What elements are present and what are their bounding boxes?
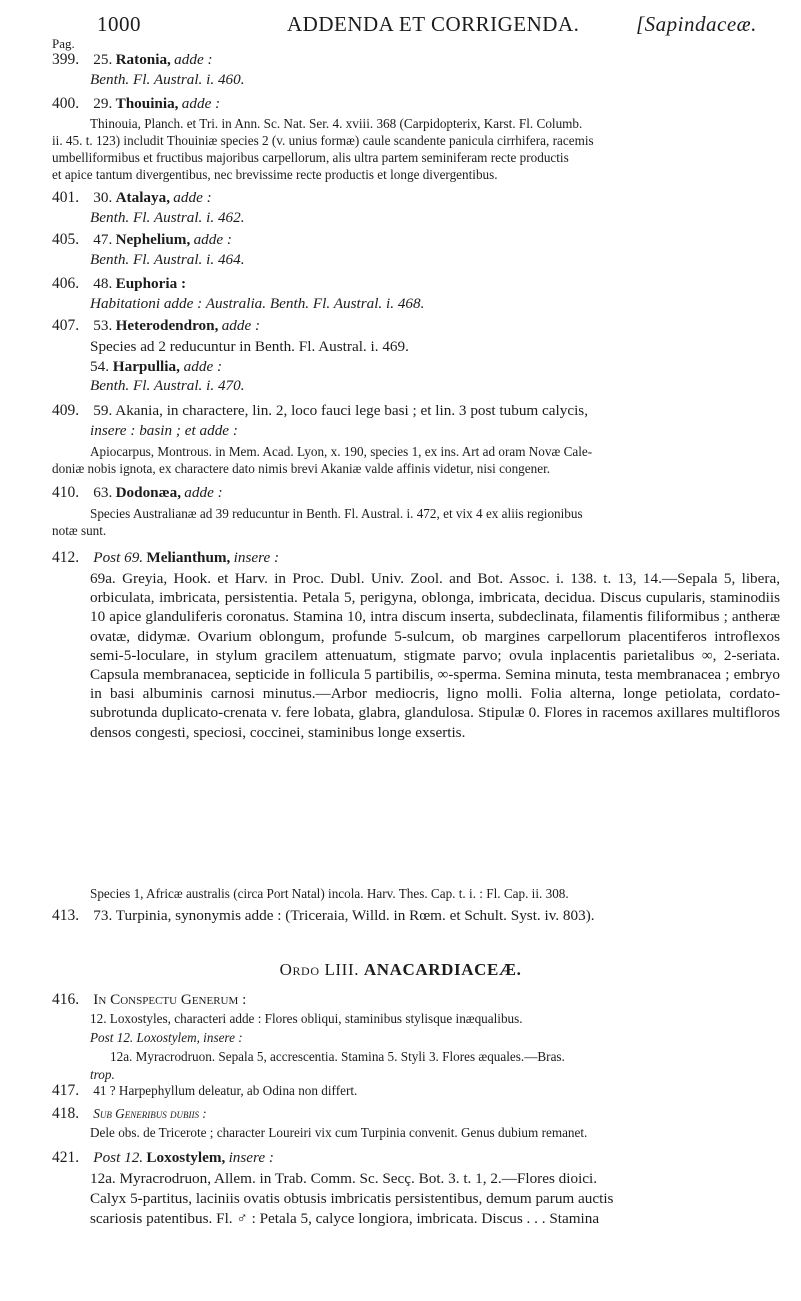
instruction: adde : [193,231,232,248]
entry-number: 407. [52,317,80,334]
instruction: adde : [221,317,261,334]
text-line: notæ sunt. [52,523,107,538]
entry-416 [52,992,246,1008]
text-line: 12a. Myracrodruon, Allem. in Trab. Comm. Sc. Secç. Bot. 3. t. 1, 2.—Flores dioici. [90,1170,598,1187]
entry-421 [52,1150,274,1166]
ordo-label: Ordo LIII. [279,960,360,979]
text-line: Calyx 5-partitus, laciniis ovatis obtusis imbricatis persistentibus, demum parum auctis [90,1190,614,1207]
text-line: Species Australianæ ad 39 reducuntur in Benth. Fl. Austral. i. 472, et vix 4 ex aliis regionibus [90,506,583,521]
entry-number: 416. [52,991,80,1008]
entry-number: 418. [52,1105,80,1122]
ordo-name: ANACARDIACEÆ. [363,960,522,979]
text-line: ii. 45. t. 123) includit Thouiniæ species 2 (v. unius formæ) caule scandente panicula cirrhifera, racemis [52,133,594,148]
genus-name: Atalaya, [115,189,170,206]
section-head: In Conspectu Generum : [93,991,247,1008]
entry-409 [52,403,588,419]
running-header [0,6,801,42]
entry-number: 409. [52,402,80,419]
entry-number: 413. [52,907,80,924]
header-title: ADDENDA ET CORRIGENDA. [287,12,580,36]
page-number: 1000 [97,12,141,36]
text-line: trop. [90,1067,115,1082]
genus-name: Thouinia, [115,95,179,112]
entry-401 [52,190,212,206]
entry-number: 412. [52,549,80,566]
genus-number: 47. [93,231,113,248]
text-line: 41 ? Harpephyllum deleatur, ab Odina non differt. [93,1083,358,1098]
genus-name: Heterodendron, [115,317,219,334]
text-line: insere : basin ; et adde : [90,422,238,439]
reference: Habitationi adde : Australia. Benth. Fl. Austral. i. 468. [90,295,425,312]
genus-number: 48. [93,275,113,292]
reference: Species ad 2 reducuntur in Benth. Fl. Austral. i. 469. [90,338,409,355]
header-family: [Sapindaceæ. [636,12,757,36]
reference: Benth. Fl. Austral. i. 464. [90,251,245,268]
entry-number: 399. [52,51,80,68]
genus-name: Nephelium, [115,231,191,248]
text-line: 73. Turpinia, synonymis adde : (Triceraia, Willd. in Rœm. et Schult. Syst. iv. 803). [93,907,595,924]
text-line: umbelliformibus et fructibus majoribus carpellorum, alis ultra partem seminiferam recte productis [52,150,569,165]
description-paragraph: 69a. Greyia, Hook. et Harv. in Proc. Dubl. Univ. Zool. and Bot. Assoc. i. 138. t. 13, 14.—Sepala 5, libera, orbiculata, imbricata, persistentia. Petala 5, perigyna, oblonga, imbricata, decidua. Discus cupularis, staminodiis 10 apice glanduliferis coronatus. Stamina 10, intra discum inserta, subdeclinata, filamentis filiformibus ; antheræ ovatæ, didymæ. Ovarium oblongum, profunde 5-sulcum, ob margines carpellorum placentiferos introflexos semi-5-loculare, in stylum gracilem attenuatum, stigmate parvo; ovula inplacentis parietalibus ∞, 2-seriata. Capsula membranacea, septicide in follicula 5 partibilis, ∞-sperma. Semina minuta, testa membranacea ; embryo in basi albuminis carnosi minutus.—Arbor mediocris, ligno molli. Folia alterna, longe petiolata, cordato-subrotunda duplicato-crenata v. fere lobata, glabra, glandulosa. Stipulæ 0. Flores in racemos axillares multifloros densos congesti, speciosi, coccinei, staminibus longe exsertis. [90,570,780,741]
genus-name: Dodonæa, [115,484,181,501]
sub-entry [90,358,222,376]
genus-number: 30. [93,189,113,206]
text-line: et apice tantum divergentibus, nec brevissime recte productis et longe divergentibus. [52,167,498,182]
entry-number: 421. [52,1149,80,1166]
text-line: Apiocarpus, Montrous. in Mem. Acad. Lyon, x. 190, species 1, ex ins. Art ad oram Novæ Cale- [90,444,593,459]
reference: Benth. Fl. Austral. i. 460. [90,71,245,88]
entry-413 [52,908,595,924]
instruction: insere : [233,549,280,566]
text-line: scariosis patentibus. Fl. ♂ : Petala 5, calyce longiora, imbricata. Discus . . . Stamina [90,1210,600,1227]
text-line: 12a. Myracrodruon. Sepala 5, accrescentia. Stamina 5. Styli 3. Flores æquales.—Bras. [110,1049,565,1064]
entry-412 [52,550,279,566]
post-marker: Post 12. [93,1149,144,1166]
genus-name: Loxostylem, [146,1149,226,1166]
text-line: Post 12. Loxostylem, insere : [90,1030,243,1045]
entry-399 [52,52,213,68]
entry-number: 405. [52,231,80,248]
section-head: Sub Generibus dubiis : [93,1106,207,1121]
post-marker: Post 69. [93,549,144,566]
genus-name: Melianthum, [146,549,231,566]
genus-number: 25. [93,51,113,68]
entry-number: 417. [52,1082,80,1099]
entry-418 [52,1106,207,1122]
genus-number: 53. [93,317,113,334]
entry-number: 406. [52,275,80,292]
genus-number: 29. [93,95,113,112]
greyia-description [90,569,780,742]
instruction: adde : [184,484,223,501]
text-line: Species 1, Africæ australis (circa Port Natal) incola. Harv. Thes. Cap. t. i. : Fl. Cap. ii. 308. [90,886,569,901]
instruction: adde : [183,358,223,375]
text-line: doniæ nobis ignota, ex charactere dato nimis brevi Akaniæ valde affinis videtur, nisi congener. [52,461,551,476]
text-line: 12. Loxostyles, characteri adde : Flores obliqui, staminibus stylisque inæqualibus. [90,1011,523,1026]
instruction: insere : [228,1149,274,1166]
entry-number: 401. [52,189,80,206]
instruction: adde : [174,51,213,68]
entry-410 [52,485,223,501]
genus-number: 54. [90,358,109,375]
genus-number: 63. [93,484,113,501]
entry-405 [52,232,232,248]
entry-number: 410. [52,484,80,501]
genus-name: Ratonia, [115,51,171,68]
entry-417 [52,1083,357,1099]
genus-name: Harpullia, [112,358,180,375]
entry-406 [52,276,186,292]
text-line: Thinouia, Planch. et Tri. in Ann. Sc. Nat. Ser. 4. xviii. 368 (Carpidopterix, Karst. Fl. Columb. [90,116,583,131]
entry-400 [52,96,220,112]
ordo-heading [0,960,801,980]
entry-407 [52,318,260,334]
instruction: adde : [181,95,221,112]
pag-label: Pag. [52,36,75,51]
genus-name: Euphoria : [115,275,187,292]
reference: Benth. Fl. Austral. i. 470. [90,377,245,394]
text-line: Dele obs. de Tricerote ; character Loureiri vix cum Turpinia convenit. Genus dubium remanet. [90,1125,588,1140]
reference: Benth. Fl. Austral. i. 462. [90,209,245,226]
entry-number: 400. [52,95,80,112]
text-line: 59. Akania, in charactere, lin. 2, loco fauci lege basi ; et lin. 3 post tubum calycis, [93,402,589,419]
instruction: adde : [173,189,212,206]
